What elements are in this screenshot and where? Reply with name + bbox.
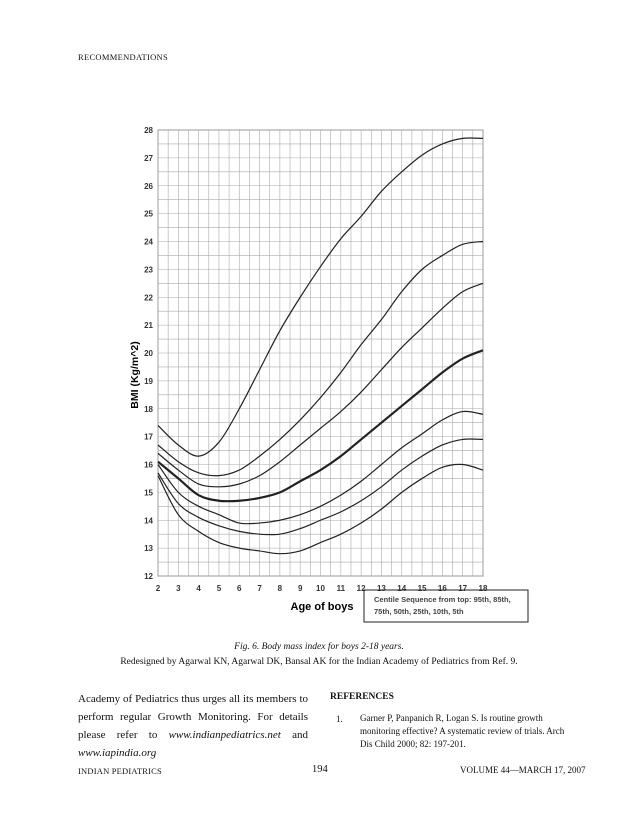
y-tick-label: 25 xyxy=(144,209,153,219)
x-tick-label: 18 xyxy=(478,584,488,593)
x-tick-label: 6 xyxy=(237,584,242,593)
figure-credit: Redesigned by Agarwal KN, Agarwal DK, Bansal AK for the Indian Academy of Pediatrics from Ref. 9. xyxy=(120,657,518,667)
x-tick-label: 8 xyxy=(277,584,283,593)
references-heading: REFERENCES xyxy=(330,692,394,702)
y-tick-label: 12 xyxy=(144,572,153,581)
x-tick-labels xyxy=(156,584,488,593)
legend-line-1: Centile Sequence from top: 95th, 85th, xyxy=(374,595,511,604)
y-tick-label: 24 xyxy=(144,237,153,247)
y-tick-label: 15 xyxy=(144,488,153,498)
x-tick-label: 15 xyxy=(417,584,427,593)
legend-line-2: 75th, 50th, 25th, 10th, 5th xyxy=(374,607,464,616)
body-and: and xyxy=(280,729,308,741)
y-tick-label: 20 xyxy=(144,349,153,358)
x-tick-label: 9 xyxy=(297,584,303,593)
reference-number: 1. xyxy=(336,714,343,724)
x-tick-label: 7 xyxy=(257,584,262,593)
x-tick-label: 2 xyxy=(155,584,161,593)
x-tick-label: 11 xyxy=(336,584,346,593)
y-tick-label: 13 xyxy=(144,544,153,554)
y-tick-label: 18 xyxy=(144,404,153,414)
section-header: RECOMMENDATIONS xyxy=(78,52,168,62)
y-tick-label: 14 xyxy=(144,516,153,526)
x-tick-label: 14 xyxy=(397,584,407,593)
reference-text: Garner P, Panpanich R, Logan S. Is routine growth monitoring effective? A systematic review of trials. Arch Dis Child 2000; 82: 197-201. xyxy=(360,713,565,749)
y-tick-label: 21 xyxy=(144,321,153,331)
x-tick-label: 5 xyxy=(216,584,222,593)
y-tick-label: 27 xyxy=(144,153,153,163)
x-tick-label: 4 xyxy=(196,584,201,593)
body-text: Academy of Pediatrics thus urges all its members to perform regular Growth Monitoring. For details please refer to xyxy=(78,693,308,741)
x-axis-label: Age of boys xyxy=(290,601,354,613)
footer-journal: INDIAN PEDIATRICS xyxy=(78,766,162,776)
x-tick-label: 10 xyxy=(316,584,325,593)
footer-page-number: 194 xyxy=(312,764,328,775)
y-tick-labels xyxy=(144,126,153,581)
x-tick-label: 13 xyxy=(376,584,386,593)
indianpediatrics-link[interactable]: www.indianpediatrics.net xyxy=(168,729,281,741)
figure-caption: Fig. 6. Body mass index for boys 2-18 years. xyxy=(234,642,404,652)
chart-grid xyxy=(158,130,483,576)
y-tick-label: 19 xyxy=(144,376,153,386)
y-tick-label: 28 xyxy=(144,126,153,135)
footer-volume: VOLUME 44—MARCH 17, 2007 xyxy=(460,765,586,775)
x-tick-label: 3 xyxy=(176,584,181,593)
y-tick-label: 26 xyxy=(144,181,153,191)
y-axis-label: BMI (Kg/m^2) xyxy=(129,341,141,409)
x-tick-label: 12 xyxy=(356,584,366,593)
y-tick-label: 23 xyxy=(144,265,153,275)
iapindia-link[interactable]: www.iapindia.org xyxy=(78,747,157,759)
y-tick-label: 22 xyxy=(144,293,153,303)
body-paragraph xyxy=(78,690,308,762)
y-tick-label: 16 xyxy=(144,460,153,470)
y-tick-label: 17 xyxy=(144,432,153,442)
x-tick-label: 17 xyxy=(458,584,468,593)
x-tick-label: 16 xyxy=(437,584,447,593)
